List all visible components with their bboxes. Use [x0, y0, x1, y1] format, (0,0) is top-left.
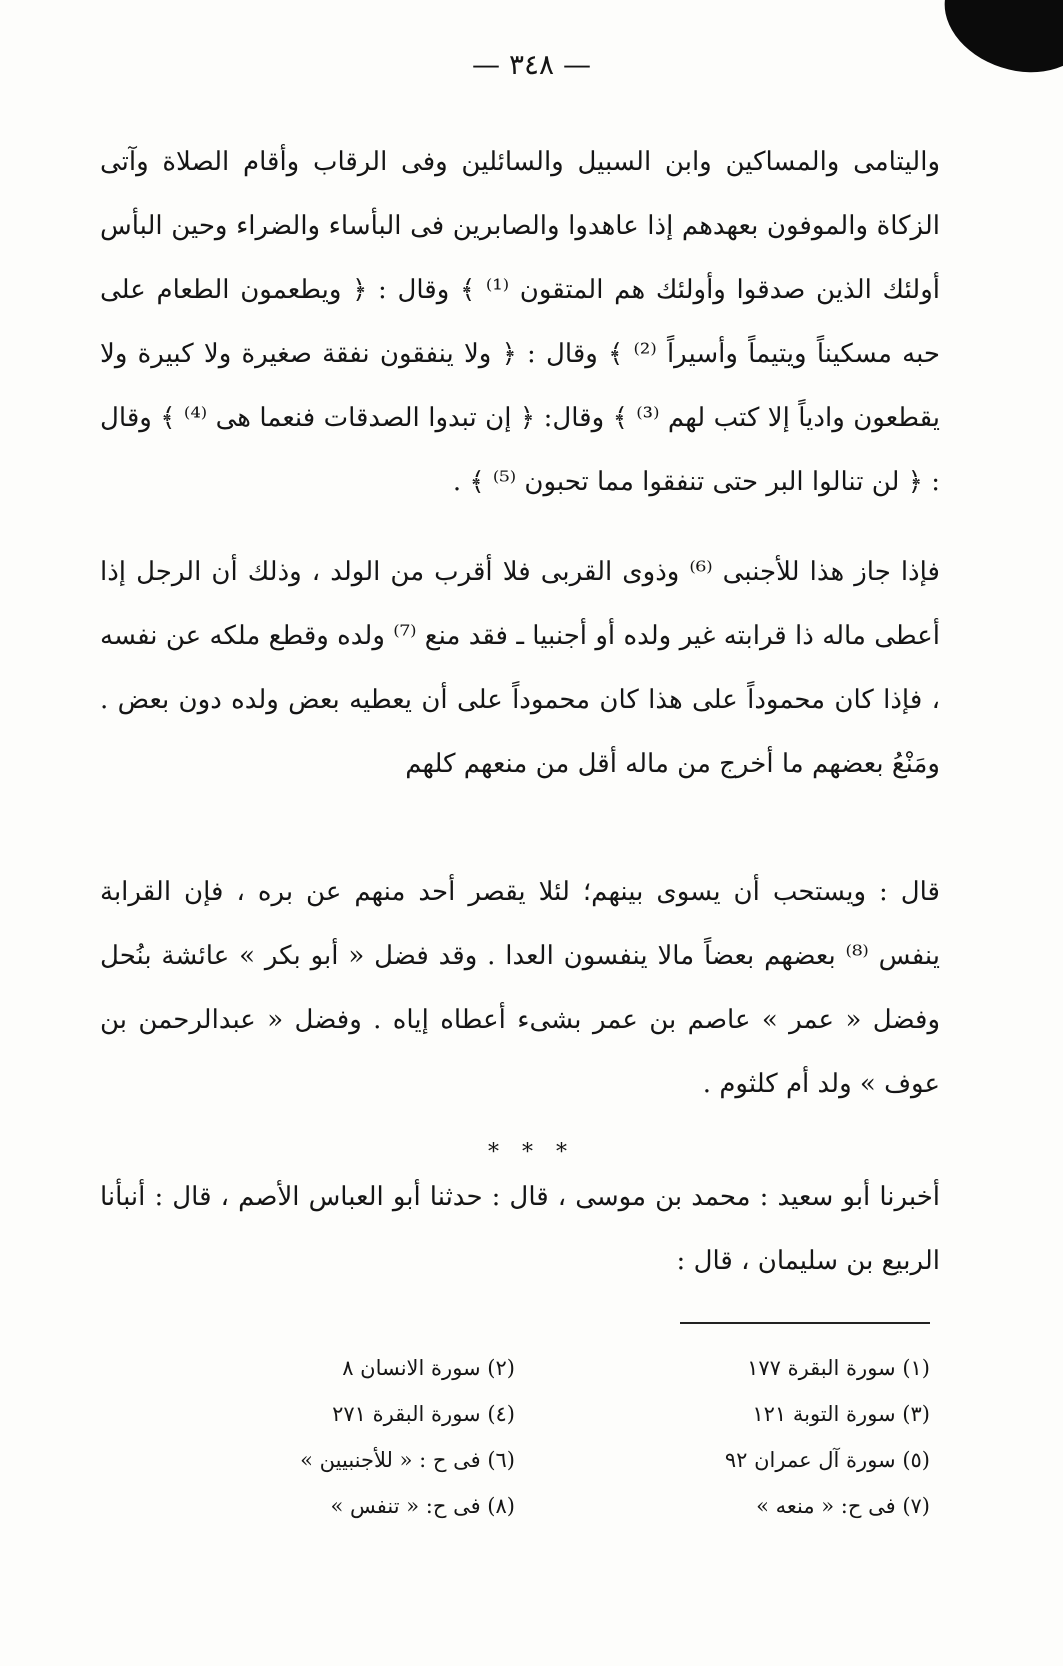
footnote: (٧) فی ح: « منعه » — [756, 1494, 930, 1518]
footnote-row — [100, 1345, 930, 1391]
footnote-row — [100, 1391, 930, 1437]
footnote: (١) سورة البقرة ١٧٧ — [747, 1356, 930, 1380]
paragraph-narration — [100, 1165, 940, 1293]
paragraph-text: فإذا جاز هذا للأجنبی ⁽⁶⁾ وذوی القربی فلا أقرب من الولد ، وذلك أن الرجل إذا أعطی ماله ذا قرابته غیر ولده أو أجنبیا ـ فقد منع ⁽⁷⁾ ولده وقطع ملکه عن نفسه ، فإذا کان محموداً علی هذا کان محموداً علی أن یعطیه بعض ولده دون بعض . ومَنْعُ بعضهم ما أخرج من ماله أقل من منعهم کلهم — [100, 557, 940, 779]
section-divider: * * * — [488, 1140, 575, 1165]
paragraph-equality — [100, 860, 940, 1116]
footnote: (٤) سورة البقرة ٢٧١ — [332, 1402, 515, 1426]
paragraph-text: والیتامی والمساکین وابن السبیل والسائلین وفی الرقاب وأقام الصلاة وآتی الزکاة والموفون بعهدهم إذا عاهدوا والصابرین فی البأساء والضراء وحین البأس أولئك الذین صدقوا وأولئك هم المتقون ⁽¹⁾ ﴾ وقال : ﴿ ویطعمون الطعام علی حبه مسکیناً ویتیماً وأسیراً ⁽²⁾ ﴾ وقال : ﴿ ولا ینفقون نفقة صغیرة ولا کبیرة ولا یقطعون وادیاً إلا کتب لهم ⁽³⁾ ﴾ وقال: ﴿ إن تبدوا الصدقات فنعما هی ⁽⁴⁾ ﴾ وقال : ﴿ لن تنالوا البر حتی تنفقوا مما تحبون ⁽⁵⁾ ﴾ . — [100, 147, 940, 497]
footnote: (٦) فی ح : « للأجنبیین » — [300, 1448, 515, 1472]
paragraph-relatives — [100, 540, 940, 796]
paragraph-text: قال : ویستحب أن یسوی بینهم؛ لئلا یقصر أحد منهم عن بره ، فإن القرابة ینفس ⁽⁸⁾ بعضهم بعضاً مالا ینفسون العدا . وقد فضل « أبو بکر » عائشة بنُحل وفضل « عمر » عاصم بن عمر بشیء أعطاه إیاه . وفضل « عبدالرحمن بن عوف » ولد أم کلثوم . — [100, 877, 940, 1099]
footnote-row — [100, 1483, 930, 1529]
paragraph-quran-verses — [100, 130, 940, 514]
footnote-separator — [680, 1322, 930, 1324]
footnote: (٣) سورة التوبة ١٢١ — [752, 1402, 930, 1426]
footnote: (٨) فی ح: « تنفس » — [330, 1494, 515, 1518]
page-number: — ٣٤٨ — — [472, 48, 591, 81]
paragraph-text: أخبرنا أبو سعید : محمد بن موسی ، قال : حدثنا أبو العباس الأصم ، قال : أنبأنا الربیع بن سلیمان ، قال : — [100, 1182, 940, 1276]
footnotes — [100, 1345, 930, 1529]
footnote: (٥) سورة آل عمران ٩٢ — [724, 1448, 930, 1472]
footnote: (٢) سورة الانسان ٨ — [342, 1356, 515, 1380]
footnote-row — [100, 1437, 930, 1483]
